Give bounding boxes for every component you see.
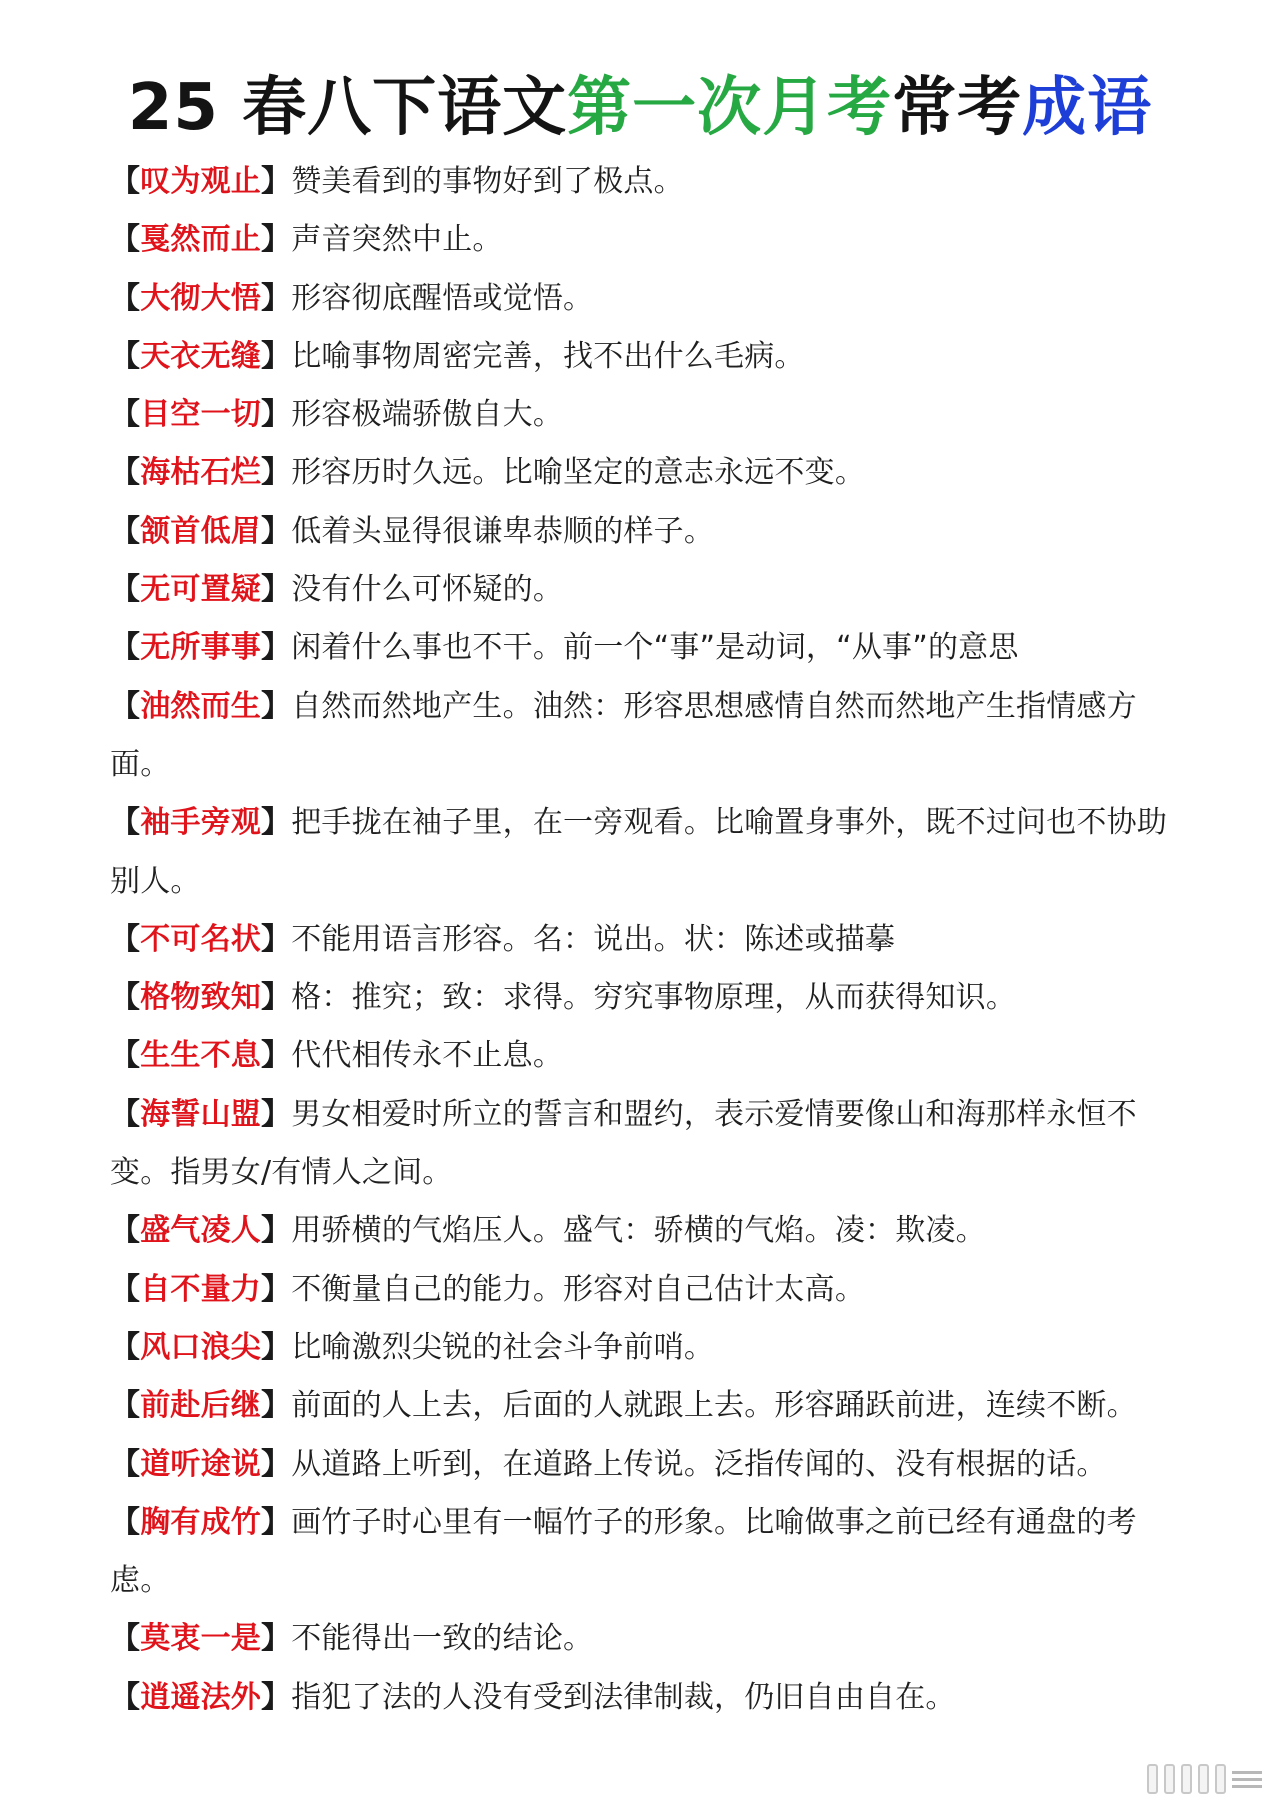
left-bracket: 【 [110, 1096, 141, 1132]
right-bracket: 】 [261, 513, 292, 549]
right-bracket: 】 [261, 222, 292, 258]
right-bracket: 】 [261, 164, 292, 199]
idiom-entry [110, 911, 1180, 969]
idiom-definition: 比喻激烈尖锐的社会斗争前哨。 [291, 1329, 715, 1365]
idiom-entry [110, 1261, 1180, 1319]
app-watermark-icon [1147, 1764, 1262, 1794]
idiom-term: 格物致知 [140, 980, 262, 1016]
watermark-bar-icon [1181, 1764, 1192, 1794]
left-bracket: 【 [110, 338, 141, 374]
left-bracket: 【 [110, 572, 141, 608]
idiom-definition: 不衡量自己的能力。形容对自己估计太高。 [291, 1271, 866, 1307]
watermark-bar-icon [1147, 1764, 1158, 1794]
idiom-term: 生生不息 [140, 1038, 262, 1074]
watermark-lines-icon [1232, 1769, 1262, 1789]
idiom-entry [110, 561, 1180, 619]
idiom-definition: 低着头显得很谦卑恭顺的样子。 [291, 513, 715, 549]
idiom-definition: 用骄横的气焰压人。盛气：骄横的气焰。凌：欺凌。 [291, 1213, 986, 1249]
title-part-2: 第一次月考 [567, 71, 893, 145]
idiom-definition: 形容历时久远。比喻坚定的意志永远不变。 [291, 455, 866, 491]
idiom-entry [110, 1436, 1180, 1494]
idiom-term: 颔首低眉 [140, 513, 262, 549]
title-part-3: 常考 [892, 71, 1023, 145]
idiom-term: 大彻大悟 [140, 280, 262, 316]
right-bracket: 】 [261, 688, 292, 724]
watermark-bar-icon [1164, 1764, 1175, 1794]
idiom-term: 莫衷一是 [140, 1621, 262, 1657]
idiom-entry [110, 1202, 1180, 1260]
idiom-term: 逍遥法外 [140, 1679, 262, 1715]
document-title [0, 68, 1280, 148]
idiom-definition: 自然而然地产生。油然：形容思想感情自然而然地产生指情感方面。 [110, 688, 1137, 782]
idiom-term: 油然而生 [140, 688, 262, 724]
idiom-definition: 男女相爱时所立的誓言和盟约，表示爱情要像山和海那样永恒不变。指男女/有情人之间。 [110, 1096, 1137, 1191]
left-bracket: 【 [110, 805, 141, 841]
right-bracket: 】 [261, 1038, 292, 1074]
left-bracket: 【 [110, 455, 141, 491]
idiom-term: 叹为观止 [140, 164, 262, 199]
left-bracket: 【 [110, 1679, 141, 1715]
right-bracket: 】 [261, 980, 292, 1016]
watermark-bar-icon [1198, 1764, 1209, 1794]
idiom-list [110, 153, 1180, 1727]
idiom-entry [110, 1319, 1180, 1377]
left-bracket: 【 [110, 1329, 141, 1365]
idiom-entry [110, 444, 1180, 502]
idiom-term: 道听途说 [140, 1446, 262, 1482]
left-bracket: 【 [110, 164, 141, 199]
left-bracket: 【 [110, 1038, 141, 1074]
idiom-definition: 格：推究；致：求得。穷究事物原理，从而获得知识。 [291, 980, 1017, 1016]
idiom-term: 风口浪尖 [140, 1329, 262, 1365]
idiom-term: 自不量力 [140, 1271, 262, 1307]
idiom-entry [110, 211, 1180, 269]
idiom-definition: 闲着什么事也不干。前一个“事”是动词，“从事”的意思 [291, 630, 1019, 666]
idiom-entry [110, 969, 1180, 1027]
idiom-entry [110, 619, 1180, 677]
left-bracket: 【 [110, 1504, 141, 1540]
title-part-1: 25 春八下语文 [127, 71, 568, 145]
idiom-definition: 不能得出一致的结论。 [291, 1621, 594, 1657]
idiom-entry [110, 328, 1180, 386]
left-bracket: 【 [110, 630, 141, 666]
idiom-term: 胸有成竹 [140, 1504, 262, 1540]
idiom-definition: 前面的人上去，后面的人就跟上去。形容踊跃前进，连续不断。 [291, 1388, 1137, 1424]
idiom-term: 海枯石烂 [140, 455, 262, 491]
idiom-entry [110, 503, 1180, 561]
idiom-definition: 从道路上听到，在道路上传说。泛指传闻的、没有根据的话。 [291, 1446, 1107, 1482]
idiom-entry [110, 1086, 1180, 1203]
left-bracket: 【 [110, 921, 141, 957]
left-bracket: 【 [110, 1388, 141, 1424]
idiom-definition: 没有什么可怀疑的。 [291, 572, 564, 608]
left-bracket: 【 [110, 1621, 141, 1657]
idiom-definition: 画竹子时心里有一幅竹子的形象。比喻做事之前已经有通盘的考虑。 [110, 1504, 1137, 1599]
right-bracket: 】 [261, 1388, 292, 1424]
right-bracket: 】 [261, 1329, 292, 1365]
right-bracket: 】 [261, 1504, 292, 1540]
idiom-entry [110, 1027, 1180, 1085]
watermark-bar-icon [1215, 1764, 1226, 1794]
left-bracket: 【 [110, 397, 141, 433]
right-bracket: 】 [261, 1271, 292, 1307]
idiom-entry [110, 678, 1180, 795]
idiom-term: 目空一切 [140, 397, 262, 433]
right-bracket: 】 [261, 455, 292, 491]
idiom-entry [110, 386, 1180, 444]
idiom-term: 前赴后继 [140, 1388, 262, 1424]
right-bracket: 】 [261, 280, 292, 316]
idiom-entry [110, 794, 1180, 911]
idiom-term: 盛气凌人 [140, 1213, 262, 1249]
left-bracket: 【 [110, 1446, 141, 1482]
idiom-term: 无可置疑 [140, 572, 262, 608]
right-bracket: 】 [261, 397, 292, 433]
left-bracket: 【 [110, 280, 141, 316]
idiom-definition: 声音突然中止。 [291, 222, 503, 258]
right-bracket: 】 [261, 338, 292, 374]
idiom-term: 海誓山盟 [140, 1096, 262, 1132]
idiom-entry [110, 1494, 1180, 1611]
idiom-definition: 不能用语言形容。名：说出。状：陈述或描摹 [291, 921, 896, 957]
idiom-entry [110, 270, 1180, 328]
left-bracket: 【 [110, 688, 141, 724]
left-bracket: 【 [110, 1271, 141, 1307]
idiom-definition: 比喻事物周密完善，找不出什么毛病。 [291, 338, 805, 374]
right-bracket: 】 [261, 1446, 292, 1482]
idiom-definition: 代代相传永不止息。 [291, 1038, 564, 1074]
idiom-definition: 赞美看到的事物好到了极点。 [291, 164, 684, 199]
idiom-definition: 形容彻底醒悟或觉悟。 [291, 280, 594, 316]
idiom-term: 戛然而止 [140, 222, 262, 258]
idiom-definition: 指犯了法的人没有受到法律制裁，仍旧自由自在。 [291, 1679, 956, 1715]
idiom-entry [110, 1377, 1180, 1435]
right-bracket: 】 [261, 630, 292, 666]
idiom-term: 不可名状 [140, 921, 262, 957]
right-bracket: 】 [261, 1621, 292, 1657]
right-bracket: 】 [261, 805, 292, 841]
idiom-definition: 形容极端骄傲自大。 [291, 397, 564, 433]
left-bracket: 【 [110, 980, 141, 1016]
idiom-entry [110, 1669, 1180, 1727]
right-bracket: 】 [261, 1096, 292, 1132]
idiom-entry [110, 153, 1180, 211]
left-bracket: 【 [110, 1213, 141, 1249]
idiom-definition: 把手拢在袖子里，在一旁观看。比喻置身事外，既不过问也不协助别人。 [110, 805, 1168, 899]
right-bracket: 】 [261, 1213, 292, 1249]
idiom-term: 天衣无缝 [140, 338, 262, 374]
left-bracket: 【 [110, 222, 141, 258]
right-bracket: 】 [261, 1679, 292, 1715]
right-bracket: 】 [261, 921, 292, 957]
idiom-term: 无所事事 [140, 630, 262, 666]
left-bracket: 【 [110, 513, 141, 549]
idiom-term: 袖手旁观 [140, 805, 262, 841]
right-bracket: 】 [261, 572, 292, 608]
idiom-entry [110, 1610, 1180, 1668]
title-part-4: 成语 [1022, 71, 1153, 145]
